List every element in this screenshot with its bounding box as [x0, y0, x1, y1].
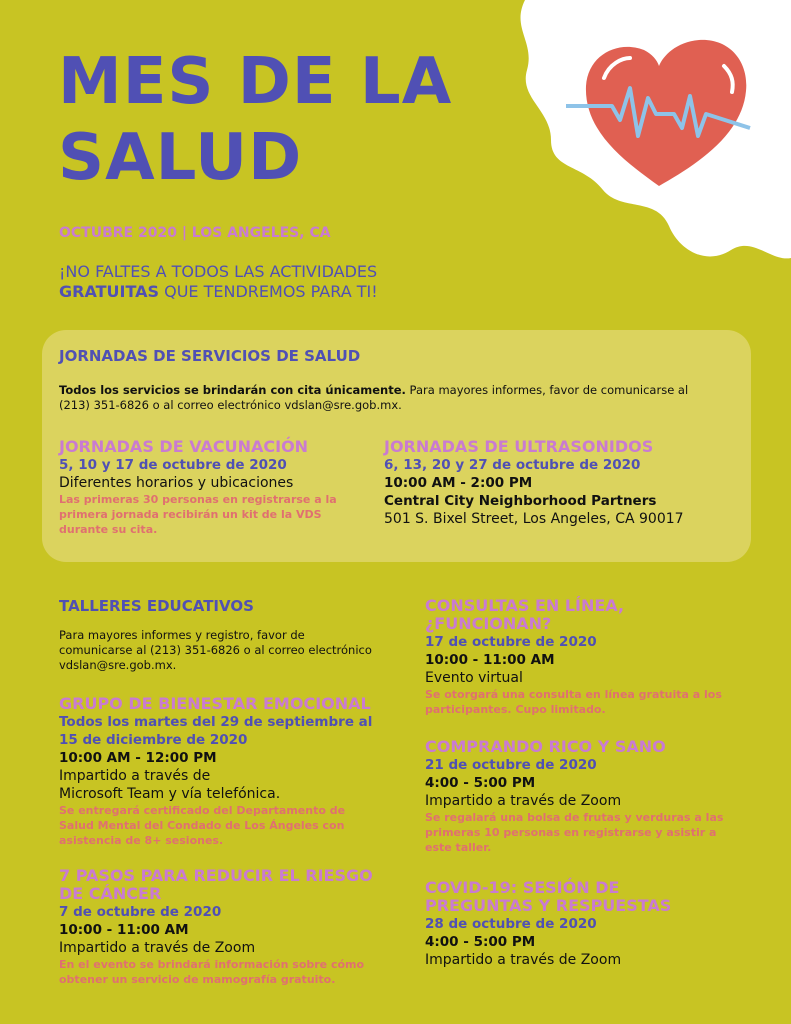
covid-date: 28 de octubre de 2020	[425, 916, 597, 932]
comprando-note-3: este taller.	[425, 841, 492, 854]
comprando-time: 4:00 - 5:00 PM	[425, 775, 536, 791]
consultas-note-2: participantes. Cupo limitado.	[425, 703, 606, 716]
ultrasonidos-title: JORNADAS DE ULTRASONIDOS	[384, 437, 654, 456]
covid-section	[425, 879, 755, 969]
comprando-date: 21 de octubre de 2020	[425, 757, 597, 773]
title-line-2: SALUD	[58, 121, 303, 195]
tagline-line-1: ¡NO FALTES A TODOS LAS ACTIVIDADES	[59, 262, 378, 281]
consultas-section	[425, 597, 755, 717]
comprando-title: COMPRANDO RICO Y SANO	[425, 737, 666, 756]
services-panel-title: JORNADAS DE SERVICIOS DE SALUD	[59, 347, 361, 365]
ultrasonidos-address: 501 S. Bixel Street, Los Angeles, CA 90017	[384, 511, 684, 527]
consultas-date: 17 de octubre de 2020	[425, 634, 597, 650]
comprando-note-1: Se regalará una bolsa de frutas y verduras a las	[425, 811, 724, 824]
cancer-title-1: 7 PASOS PARA REDUCIR EL RIESGO	[59, 866, 373, 885]
talleres-intro-1: Para mayores informes y registro, favor de	[59, 628, 305, 642]
cancer-detail: Impartido a través de Zoom	[59, 940, 256, 956]
date-location: OCTUBRE 2020 | LOS ANGELES, CA	[59, 225, 331, 241]
bienestar-detail-1: Impartido a través de	[59, 768, 211, 784]
covid-time: 4:00 - 5:00 PM	[425, 934, 536, 950]
consultas-title-2: ¿FUNCIONAN?	[425, 614, 552, 633]
tagline-bold: GRATUITAS	[59, 282, 160, 301]
tagline-rest: QUE TENDREMOS PARA TI!	[159, 282, 378, 301]
ultrasonidos-section	[384, 438, 744, 528]
bienestar-date-1: Todos los martes del 29 de septiembre al	[59, 714, 373, 730]
consultas-note-1: Se otorgará una consulta en línea gratuita a los	[425, 688, 722, 701]
covid-title-1: COVID-19: SESIÓN DE	[425, 878, 620, 897]
talleres-intro	[59, 628, 399, 673]
talleres-intro-2: comunicarse al (213) 351-6826 o al correo electrónico	[59, 643, 372, 657]
title-line-1: MES DE LA	[58, 45, 453, 119]
bienestar-note-3: asistencia de 8+ sesiones.	[59, 834, 224, 847]
talleres-intro-3: vdslan@sre.gob.mx.	[59, 658, 177, 672]
bienestar-date-2: 15 de diciembre de 2020	[59, 732, 248, 748]
tagline	[59, 262, 378, 302]
comprando-note-2: primeras 10 personas en registrarse y asistir a	[425, 826, 717, 839]
bienestar-title: GRUPO DE BIENESTAR EMOCIONAL	[59, 694, 371, 713]
cancer-note-1: En el evento se brindará información sobre cómo	[59, 958, 365, 971]
bienestar-note-2: Salud Mental del Condado de Los Ángeles con	[59, 819, 345, 832]
ultrasonidos-time: 10:00 AM - 2:00 PM	[384, 475, 533, 491]
ultrasonidos-date: 6, 13, 20 y 27 de octubre de 2020	[384, 457, 641, 473]
comprando-detail: Impartido a través de Zoom	[425, 793, 622, 809]
consultas-detail: Evento virtual	[425, 670, 523, 686]
cancer-section	[59, 867, 399, 987]
vacunacion-note-2: primera jornada recibirán un kit de la VDS	[59, 508, 322, 521]
comprando-section	[425, 738, 755, 855]
consultas-time: 10:00 - 11:00 AM	[425, 652, 555, 668]
vacunacion-section	[59, 438, 379, 537]
vacunacion-title: JORNADAS DE VACUNACIÓN	[59, 437, 309, 456]
ultrasonidos-place: Central City Neighborhood Partners	[384, 493, 657, 509]
vacunacion-date: 5, 10 y 17 de octubre de 2020	[59, 457, 287, 473]
intro-bold: Todos los servicios se brindarán con cita únicamente.	[59, 383, 406, 397]
cancer-title-2: DE CÁNCER	[59, 884, 162, 903]
bienestar-note-1: Se entregará certificado del Departamento de	[59, 804, 346, 817]
cancer-time: 10:00 - 11:00 AM	[59, 922, 189, 938]
vacunacion-detail: Diferentes horarios y ubicaciones	[59, 475, 294, 491]
intro-rest-1: Para mayores informes, favor de comunicarse al	[405, 383, 689, 397]
covid-title-2: PREGUNTAS Y RESPUESTAS	[425, 896, 672, 915]
vacunacion-note-3: durante su cita.	[59, 523, 158, 536]
vacunacion-note-1: Las primeras 30 personas en registrarse a la	[59, 493, 337, 506]
bienestar-section	[59, 695, 399, 848]
heart-pulse-icon	[564, 36, 754, 196]
talleres-title: TALLERES EDUCATIVOS	[59, 597, 254, 615]
bienestar-detail-2: Microsoft Team y vía telefónica.	[59, 786, 281, 802]
page-title	[58, 44, 452, 196]
covid-detail: Impartido a través de Zoom	[425, 952, 622, 968]
bienestar-time: 10:00 AM - 12:00 PM	[59, 750, 217, 766]
tagline-line-2	[59, 282, 378, 302]
consultas-title-1: CONSULTAS EN LÍNEA,	[425, 596, 625, 615]
intro-rest-2: (213) 351-6826 o al correo electrónico vdslan@sre.gob.mx.	[59, 398, 402, 412]
services-panel-intro	[59, 383, 739, 413]
cancer-note-2: obtener un servicio de mamografía gratuito.	[59, 973, 336, 986]
cancer-date: 7 de octubre de 2020	[59, 904, 222, 920]
